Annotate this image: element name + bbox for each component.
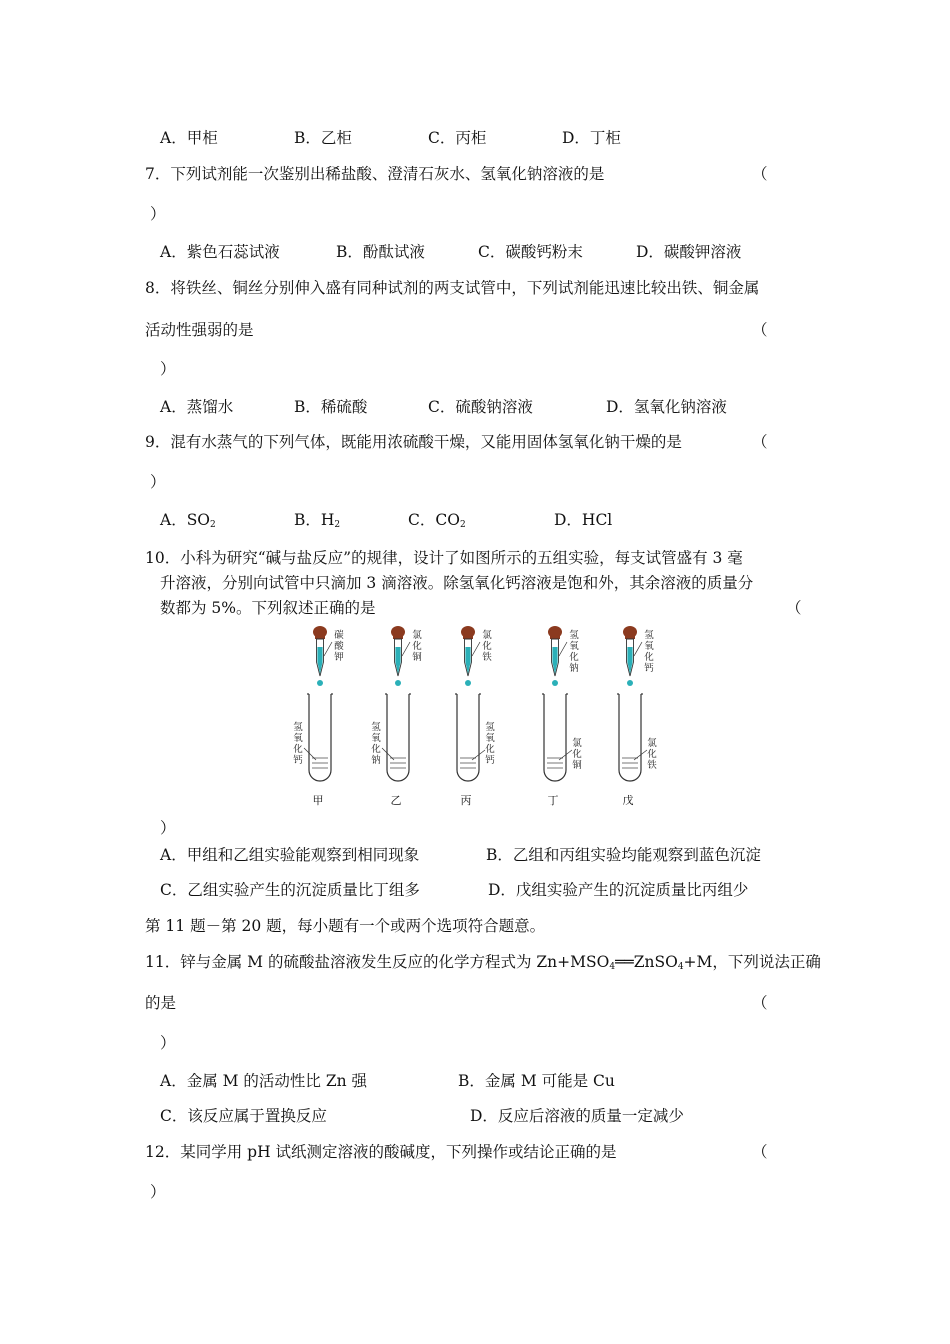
group-2-drop <box>465 680 471 686</box>
q11-stem-line1: 11．锌与金属 M 的硫酸盐溶液发生反应的化学方程式为 $Zn+MSO_4══ZnSO_4+M$，下列说法正确 <box>145 953 821 972</box>
q10-stem-line2: 升溶液，分别向试管中只滴加 3 滴溶液。除氢氧化钙溶液是饱和外，其余溶液的质量分 <box>160 574 754 592</box>
group-3-name: 丁 <box>547 794 559 807</box>
q8-bracket-open: （ <box>752 321 768 339</box>
q10-option-b: B．乙组和丙组实验均能观察到蓝色沉淀 <box>486 846 761 864</box>
group-2-tube-label: 氢氧化钙 <box>485 722 495 766</box>
q6-option-a: A．甲柜 <box>160 129 218 147</box>
group-0-tube-label: 氢氧化钙 <box>293 722 303 766</box>
q9-stem: 9．混有水蒸气的下列气体，既能用浓硫酸干燥，又能用固体氢氧化钠干燥的是 <box>145 433 682 451</box>
q9-option-d: D．HCl <box>554 511 613 529</box>
group-1-tube-label: 氢氧化钠 <box>371 722 381 766</box>
q10-bracket-close: ） <box>160 819 176 837</box>
group-4-name: 戊 <box>622 794 634 807</box>
group-4-tube-label: 氯化铁 <box>647 738 657 771</box>
group-2-dropper-label: 氯化铁 <box>482 630 492 663</box>
group-1-name: 乙 <box>390 794 402 807</box>
q6-option-b: B．乙柜 <box>294 129 352 147</box>
q8-option-a: A．蒸馏水 <box>160 398 234 416</box>
group-2-name: 丙 <box>460 794 472 807</box>
group-1-tube-leader <box>382 748 394 760</box>
q10-option-d: D．戊组实验产生的沉淀质量比丙组少 <box>488 881 749 899</box>
q8-option-c: C．硫酸钠溶液 <box>428 398 533 416</box>
group-4-dropper-label: 氢氧化钙 <box>644 630 654 674</box>
q11-bracket-open: （ <box>752 994 768 1012</box>
group-1-dropper-collar <box>393 635 403 639</box>
group-0-dropper-leader <box>324 642 332 656</box>
group-3-dropper-leader <box>559 642 567 656</box>
group-1-drop <box>395 680 401 686</box>
q6-option-d: D．丁柜 <box>562 129 621 147</box>
q10-option-a: A．甲组和乙组实验能观察到相同现象 <box>160 846 420 864</box>
group-1-dropper-label: 氯化铜 <box>412 630 422 663</box>
group-0-dropper-collar <box>315 635 325 639</box>
q11-option-d: D．反应后溶液的质量一定减少 <box>470 1107 684 1125</box>
group-2-dropper-leader <box>472 642 480 656</box>
q9-option-c: C．$CO_2$ <box>408 511 466 530</box>
q8-bracket-close: ） <box>160 360 176 378</box>
q9-bracket-close: ） <box>150 473 166 491</box>
test-tube-figure <box>280 622 680 818</box>
q9-bracket-open: （ <box>752 433 768 451</box>
q10-stem-line3: 数都为 5%。下列叙述正确的是 <box>160 599 376 617</box>
group-0-tube-leader <box>304 748 316 760</box>
group-3-tube-label: 氯化铜 <box>572 738 582 771</box>
q8-option-b: B．稀硫酸 <box>294 398 368 416</box>
q9-option-b: B．$H_2$ <box>294 511 341 530</box>
q7-stem: 7．下列试剂能一次鉴别出稀盐酸、澄清石灰水、氢氧化钠溶液的是 <box>145 165 605 183</box>
q12-bracket-close: ） <box>150 1183 166 1201</box>
group-0-name: 甲 <box>312 794 324 807</box>
q11-option-c: C．该反应属于置换反应 <box>160 1107 327 1125</box>
q7-option-c: C．碳酸钙粉末 <box>478 243 583 261</box>
q8-stem-line2: 活动性强弱的是 <box>145 321 254 339</box>
q10-stem-line1: 10．小科为研究“碱与盐反应”的规律，设计了如图所示的五组实验，每支试管盛有 3 毫 <box>145 549 743 567</box>
group-2-dropper-collar <box>463 635 473 639</box>
group-3-dropper-collar <box>550 635 560 639</box>
q11-bracket-close: ） <box>160 1034 176 1052</box>
group-4-dropper-collar <box>625 635 635 639</box>
q7-option-d: D．碳酸钾溶液 <box>636 243 742 261</box>
group-4-dropper-leader <box>634 642 642 656</box>
group-4-drop <box>627 680 633 686</box>
q7-bracket-close: ） <box>150 205 166 223</box>
group-0-dropper-label: 碳酸钾 <box>334 630 344 663</box>
q9-option-a: A．$SO_2$ <box>160 511 216 530</box>
q7-option-b: B．酚酞试液 <box>336 243 425 261</box>
q8-option-d: D．氢氧化钠溶液 <box>606 398 727 416</box>
q10-bracket-open: （ <box>786 599 802 617</box>
q12-stem: 12．某同学用 pH 试纸测定溶液的酸碱度，下列操作或结论正确的是 <box>145 1143 617 1161</box>
group-1-dropper-leader <box>402 642 410 656</box>
group-0-drop <box>317 680 323 686</box>
q11-option-b: B．金属 M 可能是 Cu <box>458 1072 615 1090</box>
group-3-drop <box>552 680 558 686</box>
q12-bracket-open: （ <box>752 1143 768 1161</box>
group-3-dropper-label: 氢氧化钠 <box>569 630 579 674</box>
q6-option-c: C．丙柜 <box>428 129 487 147</box>
section-note: 第 11 题－第 20 题，每小题有一个或两个选项符合题意。 <box>145 917 546 935</box>
q11-option-a: A．金属 M 的活动性比 Zn 强 <box>160 1072 368 1090</box>
q7-option-a: A．紫色石蕊试液 <box>160 243 280 261</box>
q11-stem-line2: 的是 <box>145 994 177 1012</box>
q10-option-c: C．乙组实验产生的沉淀质量比丁组多 <box>160 881 420 899</box>
q7-bracket-open: （ <box>752 165 768 183</box>
q8-stem-line1: 8．将铁丝、铜丝分别伸入盛有同种试剂的两支试管中，下列试剂能迅速比较出铁、铜金属 <box>145 279 760 297</box>
